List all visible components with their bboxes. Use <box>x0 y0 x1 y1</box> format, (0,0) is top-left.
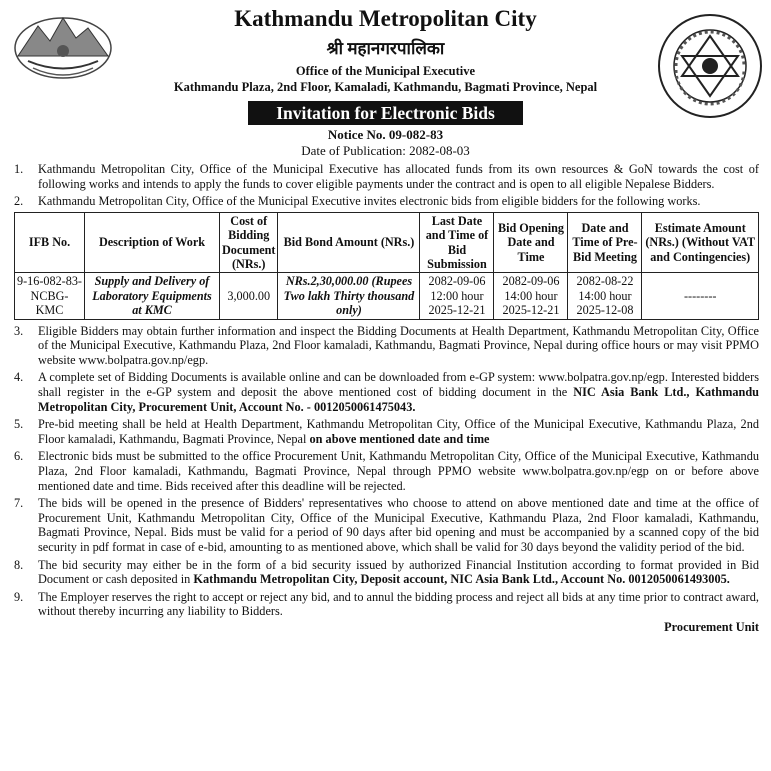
publication-date: Date of Publication: 2082-08-03 <box>301 143 470 158</box>
item-number: 9. <box>14 589 24 604</box>
item-text-bold: on above mentioned date and time <box>309 431 490 446</box>
item-text: Electronic bids must be submitted to the office Procurement Unit, Kathmandu Metropolitan City, Office of the Municipal Executive, Kathmandu Plaza, 2nd Floor kamaladi, Kathmandu, Bagmati Province, Nepal through PPMO website www.bolpatra.gov.np/egp on or before above mentioned date and time. Bids received after this deadline will be rejected. <box>38 449 759 493</box>
item-text-plain: The bid security may either be in the form of a bid security issued by authorized Financial Institution according to format provided in Bid Document or cash deposited in <box>38 557 759 587</box>
header <box>0 0 771 128</box>
bank-account-deposit: Kathmandu Metropolitan City, Deposit account, NIC Asia Bank Ltd., Account No. 0012050061493005. <box>193 572 730 587</box>
cell-estimate: -------- <box>642 273 759 319</box>
cell-description: Supply and Delivery of Laboratory Equipments at KMC <box>85 273 220 319</box>
item-text-plain: Pre-bid meeting shall be held at Health Department, Kathmandu Metropolitan City, Office of the Municipal Executive, Kathmandu Plaza, 2nd Floor kamaladi, Kathmandu, Bagmati Province, Nepal <box>38 417 759 446</box>
list-item <box>14 558 759 587</box>
col-header-estimate: Estimate Amount (NRs.) (Without VAT and Contingencies) <box>642 212 759 273</box>
list-item <box>14 370 759 414</box>
list-item <box>14 324 759 368</box>
notice-body <box>14 162 759 635</box>
bid-invitation-banner: Invitation for Electronic Bids <box>248 101 523 125</box>
item-text <box>38 370 759 414</box>
cell-last-date: 2082-09-06 12:00 hour 2025-12-21 <box>420 273 494 319</box>
list-item <box>14 162 759 191</box>
col-header-cost: Cost of Bidding Document (NRs.) <box>220 212 278 273</box>
item-text <box>38 417 759 446</box>
item-number: 3. <box>14 323 24 338</box>
cell-bid-bond: NRs.2,30,000.00 (Rupees Two lakh Thirty thousand only) <box>278 273 420 319</box>
cell-ifb: 9-16-082-83-NCBG-KMC <box>15 273 85 319</box>
item-number: 5. <box>14 417 24 432</box>
col-header-prebid: Date and Time of Pre-Bid Meeting <box>568 212 642 273</box>
item-text <box>38 558 759 587</box>
col-header-description: Description of Work <box>85 212 220 273</box>
cell-bid-opening: 2082-09-06 14:00 hour 2025-12-21 <box>494 273 568 319</box>
item-number: 2. <box>14 194 24 209</box>
list-item <box>14 590 759 619</box>
item-number: 6. <box>14 449 24 464</box>
cell-cost: 3,000.00 <box>220 273 278 319</box>
page-title: Kathmandu Metropolitan City <box>234 6 537 31</box>
list-item <box>14 496 759 554</box>
col-header-bid-opening: Bid Opening Date and Time <box>494 212 568 273</box>
item-text: Eligible Bidders may obtain further information and inspect the Bidding Documents at Health Department, Kathmandu Metropolitan City, Office of the Municipal Executive, Kathmandu Plaza, 2nd Floor kamaladi, Kathmandu, Bagmati Province, Nepal during office hours or may visit PPMO website www.bolpatra.gov.np/egp. <box>38 323 759 367</box>
bank-account-procurement: NIC Asia Bank Ltd., Kathmandu Metropolitan City, Procurement Unit, Account No. - 0012050061475043. <box>38 385 759 414</box>
item-text: Kathmandu Metropolitan City, Office of the Municipal Executive has allocated funds from its own resources & GoN towards the cost of following works and intends to apply the funds to cover eligible payments under the contract and is open to all eligible Nepalese Bidders. <box>38 162 759 191</box>
item-text-plain: A complete set of Bidding Documents is available online and can be downloaded from e-GP system: www.bolpatra.gov.np/egp. Interested bidders shall register in the e-GP system and deposit the above mentioned cost of bidding document in the <box>38 370 759 399</box>
bid-table <box>14 212 759 320</box>
item-number: 1. <box>14 162 24 176</box>
item-number: 4. <box>14 370 24 385</box>
col-header-last-date: Last Date and Time of Bid Submission <box>420 212 494 273</box>
col-header-ifb: IFB No. <box>15 212 85 273</box>
office-address: Kathmandu Plaza, 2nd Floor, Kamaladi, Kathmandu, Bagmati Province, Nepal <box>173 80 598 94</box>
list-item <box>14 449 759 493</box>
signature-procurement-unit: Procurement Unit <box>664 619 759 634</box>
list-item <box>14 417 759 446</box>
notice-number: Notice No. 09-082-83 <box>327 127 444 142</box>
nepali-title: श्री महानगरपालिका <box>326 39 445 58</box>
cell-prebid: 2082-08-22 14:00 hour 2025-12-08 <box>568 273 642 319</box>
table-row <box>15 273 759 319</box>
item-text: The bids will be opened in the presence of Bidders' representatives who choose to attend on above mentioned date and time at the office of Procurement Unit, Kathmandu Metropolitan City, Office of the Municipal Executive, Kathmandu Plaza, 2nd Floor kamaladi, Kathmandu, Bagmati Province, Nepal. Bids must be valid for a period of 90 days after bid opening and must be accompanied by a scanned copy of the bid security in pdf format in case of e-bid, amounting to as mentioned above, which shall be valid for 30 days beyond the validity period of the bid. <box>38 496 759 554</box>
item-text: Kathmandu Metropolitan City, Office of the Municipal Executive invites electronic bids from eligible bidders for the following works. <box>38 194 701 209</box>
list-item <box>14 194 759 209</box>
item-number: 7. <box>14 496 24 511</box>
item-text: The Employer reserves the right to accept or reject any bid, and to annul the bidding process and reject all bids at any time prior to contract award, without thereby incurring any liability to Bidders. <box>38 589 759 619</box>
table-header-row <box>15 212 759 273</box>
office-name: Office of the Municipal Executive <box>295 64 476 78</box>
col-header-bid-bond: Bid Bond Amount (NRs.) <box>278 212 420 273</box>
kmc-seal-logo <box>656 12 764 120</box>
item-number: 8. <box>14 557 24 572</box>
